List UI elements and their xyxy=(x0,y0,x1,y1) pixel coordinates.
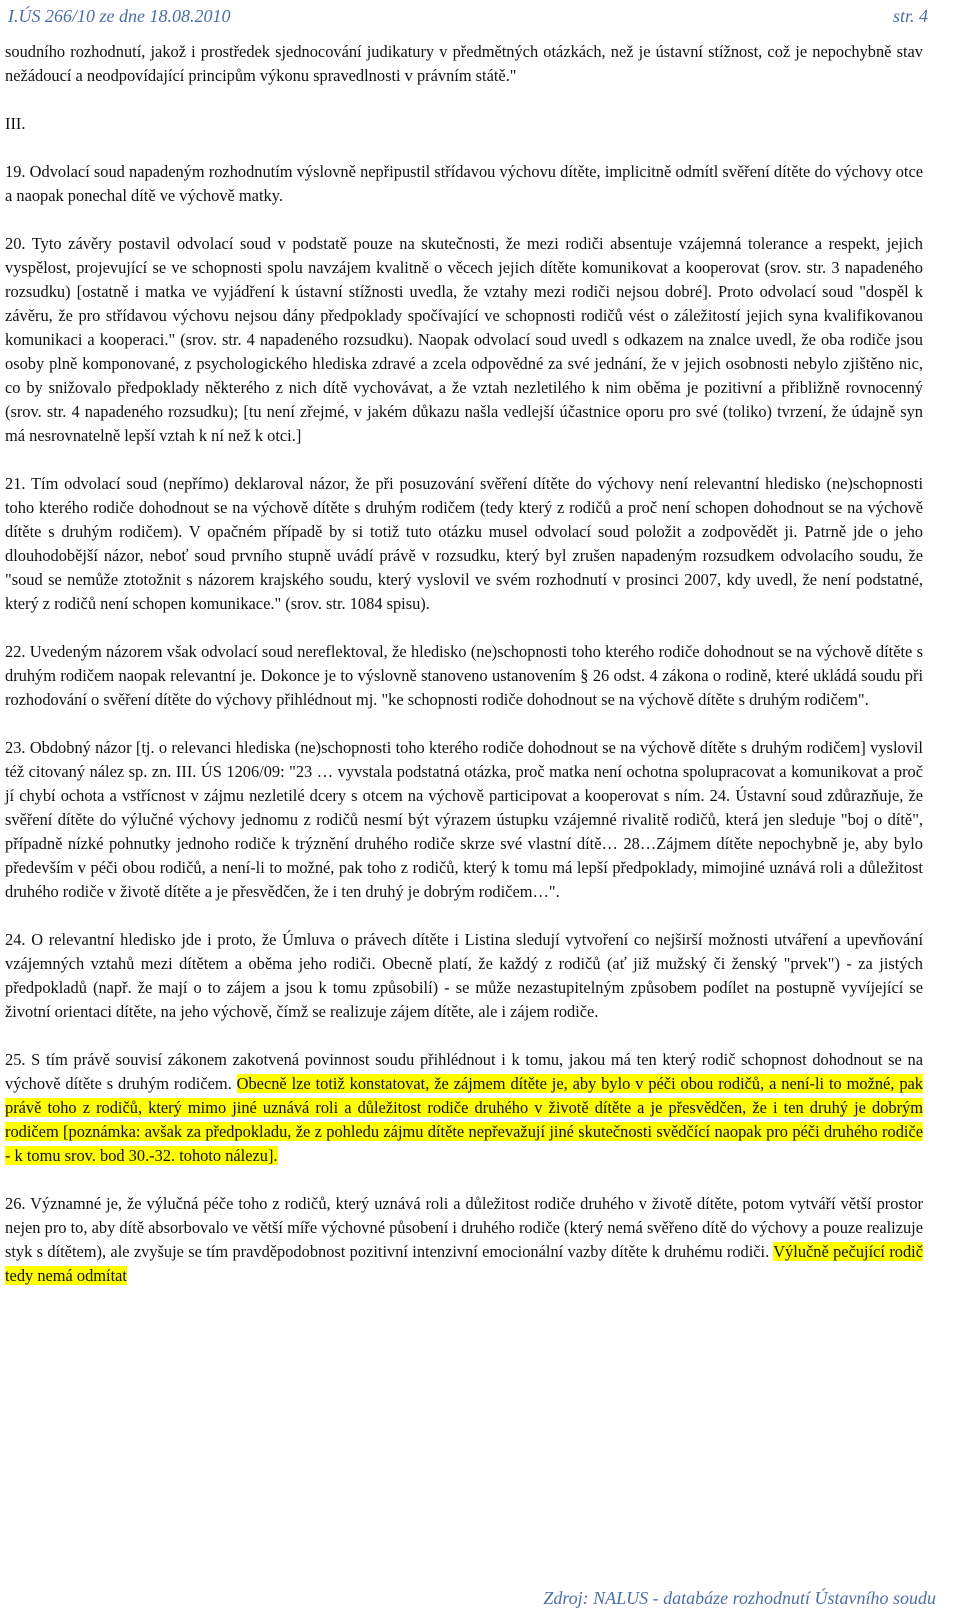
paragraph-19: 19. Odvolací soud napadeným rozhodnutím výslovně nepřipustil střídavou výchovu dítěte, implicitně odmítl svěření dítěte do výchovy otce a naopak ponechal dítě ve výchově matky. xyxy=(5,162,923,205)
page-header xyxy=(8,2,928,28)
paragraph-25-highlight: Obecně lze totiž konstatovat, že zájmem dítěte je, aby bylo v péči obou rodičů, a není-li to možné, pak právě toho z rodičů, který mimo jiné uznává roli a důležitost rodiče druhého v životě dítěte a je přesvědčen, že i ten druhý je dobrým rodičem [poznámka: avšak za předpokladu, že z pohledu zájmu dítěte nepřevažují jiné skutečnosti svědčící naopak pro péči druhého rodiče - k tomu srov. bod 30.-32. tohoto nálezu]. xyxy=(5,1074,923,1165)
paragraph-26 xyxy=(5,1192,923,1288)
paragraph-23: 23. Obdobný názor [tj. o relevanci hlediska (ne)schopnosti toho kterého rodiče dohodnout se na výchově dítěte s druhým rodičem] vyslovil též citovaný nález sp. zn. III. ÚS 1206/09: "23 … vyvstala podstatná otázka, proč matka není ochotna spolupracovat a komunikovat a proč jí chybí ochota a vstřícnost v zájmu nezletilé dcery s otcem na výchově participovat a kooperovat s ním. 24. Ústavní soud zdůrazňuje, že svěření dítěte do výlučné výchovy jednomu z rodičů nesmí být výrazem ústupku vzájemné rivalitě rodičů, která jen sleduje "boj o dítě", případně nízké pohnutky jednoho rodiče k trýznění druhého rodiče skrze své vlastní dítě… 28…Zájmem dítěte nepochybně je, aby bylo především v péči obou rodičů, a není-li to možné, pak toho z rodičů, který k tomu má lepší předpoklady, mimojiné uznává roli a důležitost druhého rodiče v životě dítěte a je přesvědčen, že i ten druhý je dobrým rodičem…". xyxy=(5,738,923,901)
page-number: str. 4 xyxy=(892,6,928,26)
paragraph-20: 20. Tyto závěry postavil odvolací soud v podstatě pouze na skutečnosti, že mezi rodiči absentuje vzájemná tolerance a respekt, jejich vyspělost, projevující se ve schopnosti spolu navzájem kvalitně o věcech jejich dítěte komunikovat a kooperovat (srov. str. 3 napadeného rozsudku) [ostatně i matka ve vyjádření k ústavní stížnosti uvedla, že vztahy mezi rodiči nejsou dobré]. Proto odvolací soud "dospěl k závěru, že pro střídavou výchovu nejsou dány předpoklady spočívající ve schopnosti rodičů vést o záležitostí jejich syna kvalifikovanou komunikaci a kooperaci." (srov. str. 4 napadeného rozsudku). Naopak odvolací soud uvedl s odkazem na znalce uvedl, že oba rodiče jsou osoby plně komponované, z psychologického hlediska zdravé a zcela odpovědné za své jednání, že v jejich osobnosti nebylo zjištěno nic, co by snižovalo předpoklady některého z nich dítě vychovávat, a že vztah nezletilého k nim oběma je pozitivní a přibližně rovnocenný (srov. str. 4 napadeného rozsudku); [tu není zřejmé, v jakém důkazu našla vedlejší účastnice oporu pro své (toliko) tvrzení, že údajně syn má nesrovnatelně lepší vztah k ní než k otci.] xyxy=(5,234,923,445)
paragraph-25-text: 25. S tím právě souvisí zákonem zakotvená povinnost soudu přihlédnout i k tomu, jakou má ten který rodič schopnost dohodnout se na výchově dítěte s druhým rodičem. xyxy=(5,1050,923,1093)
paragraph-26-highlight: Výlučně pečující rodič tedy nemá odmítat xyxy=(5,1242,924,1285)
case-reference: I.ÚS 266/10 ze dne 18.08.2010 xyxy=(8,6,231,26)
paragraph-24: 24. O relevantní hledisko jde i proto, že Úmluva o právech dítěte i Listina sledují vytvoření co nejširší možnosti utváření a upevňování vzájemných vztahů mezi dítětem a oběma jeho rodiči. Obecně platí, že každý z rodičů (ať již mužský či ženský "prvek") - za jistých předpokladů (např. že mají o to zájem a jsou k tomu způsobilí) - se může nezastupitelným způsobem podílet na postupně vyvíjející se životní orientaci dítěte, na jeho výchově, čímž se realizuje zájem dítěte, ale i zájem rodiče. xyxy=(5,930,923,1021)
paragraph-continuation: soudního rozhodnutí, jakož i prostředek sjednocování judikatury v předmětných otázkách, než je ústavní stížnost, což je nepochybně stav nežádoucí a neodpovídající principům výkonu spravedlnosti v právním státě." xyxy=(5,42,923,85)
paragraph-26-text: 26. Významné je, že výlučná péče toho z rodičů, který uznává roli a důležitost rodiče druhého v životě dítěte, potom vytváří větší prostor nejen pro to, aby dítě absorbovalo ve větší míře výchovné působení i druhého rodiče (který nemá svěřeno dítě do výchovy a pouze realizuje styk s dítětem), ale zvyšuje se tím pravděpodobnost pozitivní intenzivní emocionální vazby dítěte k druhému rodiči. xyxy=(5,1194,923,1261)
paragraph-22: 22. Uvedeným názorem však odvolací soud nereflektoval, že hledisko (ne)schopnosti toho kterého rodiče dohodnout se na výchově dítěte s druhým rodičem naopak relevantní je. Dokonce je to výslovně stanoveno ustanovením § 26 odst. 4 zákona o rodině, které ukládá soudu při rozhodování o svěření dítěte do výchovy přihlédnout mj. "ke schopnosti rodiče dohodnout se na výchově dítěte s druhým rodičem". xyxy=(5,642,923,709)
paragraph-25 xyxy=(5,1048,923,1168)
source-footer: Zdroj: NALUS - databáze rozhodnutí Ústavního soudu xyxy=(543,1588,936,1608)
paragraph-21: 21. Tím odvolací soud (nepřímo) deklaroval názor, že při posuzování svěření dítěte do výchovy není relevantní hledisko (ne)schopnosti toho kterého rodiče dohodnout se na výchově dítěte s druhým rodičem (tedy který z rodičů a proč není schopen dohodnout se na výchově dítěte s druhým rodičem). V opačném případě by si totiž tuto otázku musel odvolací soud položit a zodpovědět ji. Patrně jde o jeho dlouhodobější názor, neboť soud prvního stupně uvádí právě v rozsudku, který byl zrušen napadeným rozsudkem odvolacího soudu, že "soud se nemůže ztotožnit s názorem krajského soudu, který vyslovil ve svém rozhodnutí v prosinci 2007, kdy uvedl, že není podstatné, který z rodičů není schopen komunikace." (srov. str. 1084 spisu). xyxy=(5,474,923,613)
section-heading: III. xyxy=(5,114,26,133)
document-body xyxy=(5,40,923,1312)
